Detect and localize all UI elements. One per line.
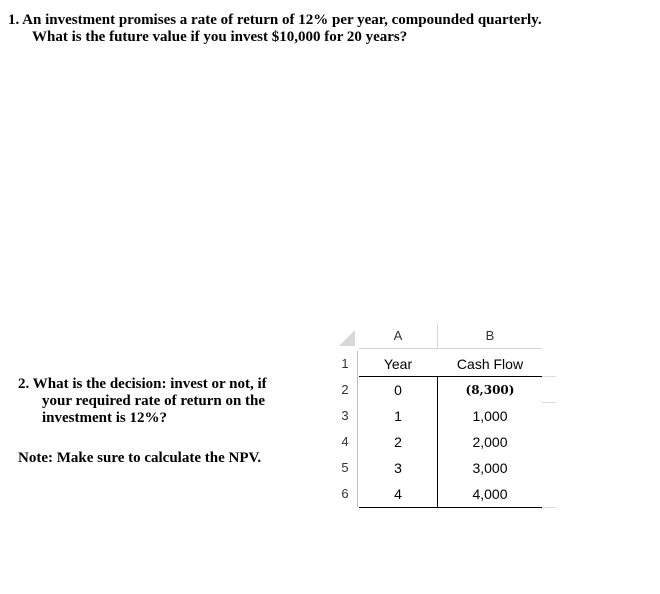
row-number-6[interactable]: 6 bbox=[333, 481, 358, 507]
question-2 bbox=[18, 376, 318, 427]
question-1-line-1: 1. An investment promises a rate of return of 12% per year, compounded quarterly. bbox=[8, 12, 542, 28]
cell-year[interactable]: 3 bbox=[394, 460, 402, 476]
note-text: Note: Make sure to calculate the NPV. bbox=[18, 450, 262, 466]
question-2-line-2: your required rate of return on the bbox=[42, 393, 266, 409]
cell-year[interactable]: 1 bbox=[394, 408, 402, 424]
cell-cash-flow[interactable]: 3,000 bbox=[472, 460, 508, 476]
question-1-line-2: What is the future value if you invest $10,000 for 20 years? bbox=[32, 29, 408, 45]
select-all-corner[interactable] bbox=[333, 324, 358, 349]
row-number-3[interactable]: 3 bbox=[333, 403, 358, 429]
cell-year[interactable]: 2 bbox=[394, 434, 402, 450]
cell-cash-flow-header[interactable]: Cash Flow bbox=[456, 356, 524, 372]
question-2-line-1: 2. What is the decision: invest or not, if bbox=[18, 376, 267, 392]
question-1 bbox=[8, 12, 648, 46]
row-number-4[interactable]: 4 bbox=[333, 429, 358, 455]
gridline bbox=[542, 376, 556, 377]
row-number-5[interactable]: 5 bbox=[333, 455, 358, 481]
question-2-line-3: investment is 12%? bbox=[42, 410, 167, 426]
column-divider bbox=[437, 377, 438, 507]
cell-year-header[interactable]: Year bbox=[383, 356, 413, 372]
cell-cash-flow[interactable]: 2,000 bbox=[472, 434, 508, 450]
cell-year[interactable]: 0 bbox=[394, 382, 402, 398]
cell-cash-flow[interactable]: 4,000 bbox=[472, 486, 508, 502]
cell-cash-flow[interactable]: 1,000 bbox=[472, 408, 508, 424]
column-header-a[interactable]: A bbox=[359, 324, 438, 349]
row-number-1[interactable]: 1 bbox=[333, 351, 358, 377]
cell-year[interactable]: 4 bbox=[394, 486, 402, 502]
table-bottom-border bbox=[359, 507, 542, 508]
row-number-2[interactable]: 2 bbox=[333, 377, 358, 403]
cell-cash-flow[interactable]: (8,300) bbox=[465, 383, 515, 397]
gridline bbox=[542, 507, 556, 508]
column-header-b[interactable]: B bbox=[438, 324, 542, 349]
gridline bbox=[542, 402, 556, 403]
